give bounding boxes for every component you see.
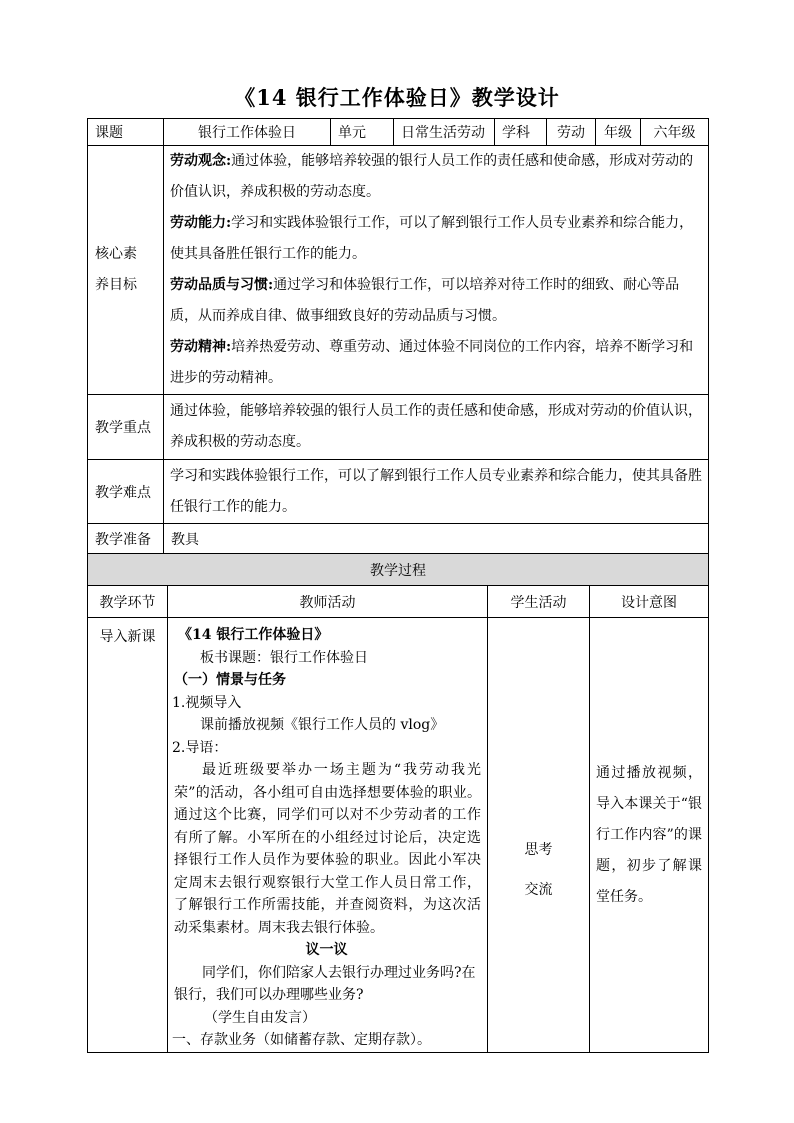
key-point-label: 教学重点	[88, 395, 164, 460]
unit-value: 日常生活劳动	[394, 119, 495, 146]
goal-text: 学习和实践体验银行工作，可以了解到银行工作人员专业素养和综合能力，使其具备胜任银行工作的能力。	[170, 215, 694, 262]
goals-label-line2: 养目标	[95, 277, 137, 293]
item1-title: 1.视频导入	[172, 694, 242, 711]
grade-label: 年级	[596, 119, 641, 146]
goal-head: 劳动观念:	[170, 153, 232, 169]
intro-text: 最近班级要举办一场主题为“我劳动我光荣”的活动，各小组可自由选择想要体验的职业。通过这个比赛，同学们可以对不少劳动者的工作有所了解。小军所在的小组经过讨论后，决定选择银行工作人员作为要体验的职业。因此小军决定周末去银行观察银行大堂工作人员日常工作，了解银行工作所需技能，并查阅资料，为这次活动采集素材。周末我去银行体验。	[174, 762, 481, 936]
student-activity-line: 交流	[524, 882, 553, 898]
teacher-activity	[168, 618, 488, 1053]
goal-head: 劳动品质与习惯:	[170, 277, 274, 293]
goal-text: 通过学习和体验银行工作，可以培养对待工作时的细致、耐心等品质，从而养成自律、做事细致良好的劳动品质与习惯。	[170, 277, 680, 324]
page-title: 《14 银行工作体验日》教学设计	[234, 85, 560, 110]
stage-cell: 导入新课	[88, 618, 168, 1053]
goals-label	[88, 146, 164, 395]
process-header: 教学过程	[88, 554, 709, 586]
item1-text: 课前播放视频《银行工作人员的 vlog》	[200, 717, 445, 733]
grade-value: 六年级	[641, 119, 709, 146]
goal-item	[170, 270, 704, 332]
col-intent: 设计意图	[590, 586, 709, 618]
goals-label-line1: 核心素	[95, 246, 137, 262]
student-activity-line: 思考	[524, 842, 553, 858]
goal-item	[170, 332, 704, 394]
free-talk: （学生自由发言）	[204, 1009, 316, 1026]
subject-label: 学科	[495, 119, 547, 146]
goal-head: 劳动能力:	[170, 215, 232, 231]
goal-head: 劳动精神:	[170, 339, 232, 355]
prep-text: 教具	[164, 524, 709, 555]
col-teacher: 教师活动	[168, 586, 488, 618]
info-table	[87, 118, 709, 555]
col-stage: 教学环节	[88, 586, 168, 618]
subject-value: 劳动	[547, 119, 596, 146]
goal-item	[170, 208, 704, 270]
goal-text: 通过体验，能够培养较强的银行人员工作的责任感和使命感，形成对劳动的价值认识，养成积极的劳动态度。	[170, 153, 694, 200]
process-table	[87, 553, 709, 1053]
lesson-title: 《14 银行工作体验日》	[178, 627, 329, 643]
goals-content	[164, 146, 709, 395]
prep-label: 教学准备	[88, 524, 164, 555]
goal-item	[170, 146, 704, 208]
topic-value: 银行工作体验日	[164, 119, 331, 146]
col-student: 学生活动	[488, 586, 590, 618]
difficulty-label: 教学难点	[88, 460, 164, 524]
business-item: 一、存款业务（如储蓄存款、定期存款）。	[172, 1032, 431, 1048]
difficulty-text: 学习和实践体验银行工作，可以了解到银行工作人员专业素养和综合能力，使其具备胜任银行工作的能力。	[164, 460, 709, 524]
discuss-title: 议一议	[305, 942, 348, 958]
topic-label: 课题	[88, 119, 164, 146]
question-text: 同学们，你们陪家人去银行办理过业务吗?在银行，我们可以办理哪些业务?	[174, 964, 476, 1003]
item2-title: 2.导语：	[172, 739, 228, 756]
design-intent: 通过播放视频，导入本课关于“银行工作内容”的课题，初步了解课堂任务。	[590, 618, 709, 1053]
unit-label: 单元	[331, 119, 394, 146]
board-title: 板书课题：银行工作体验日	[200, 649, 368, 666]
student-activity	[488, 618, 590, 1053]
key-point-text: 通过体验，能够培养较强的银行人员工作的责任感和使命感，形成对劳动的价值认识，养成积极的劳动态度。	[164, 395, 709, 460]
section-title: （一）情景与任务	[174, 672, 286, 688]
goal-text: 培养热爱劳动、尊重劳动、通过体验不同岗位的工作内容，培养不断学习和进步的劳动精神。	[170, 339, 694, 386]
